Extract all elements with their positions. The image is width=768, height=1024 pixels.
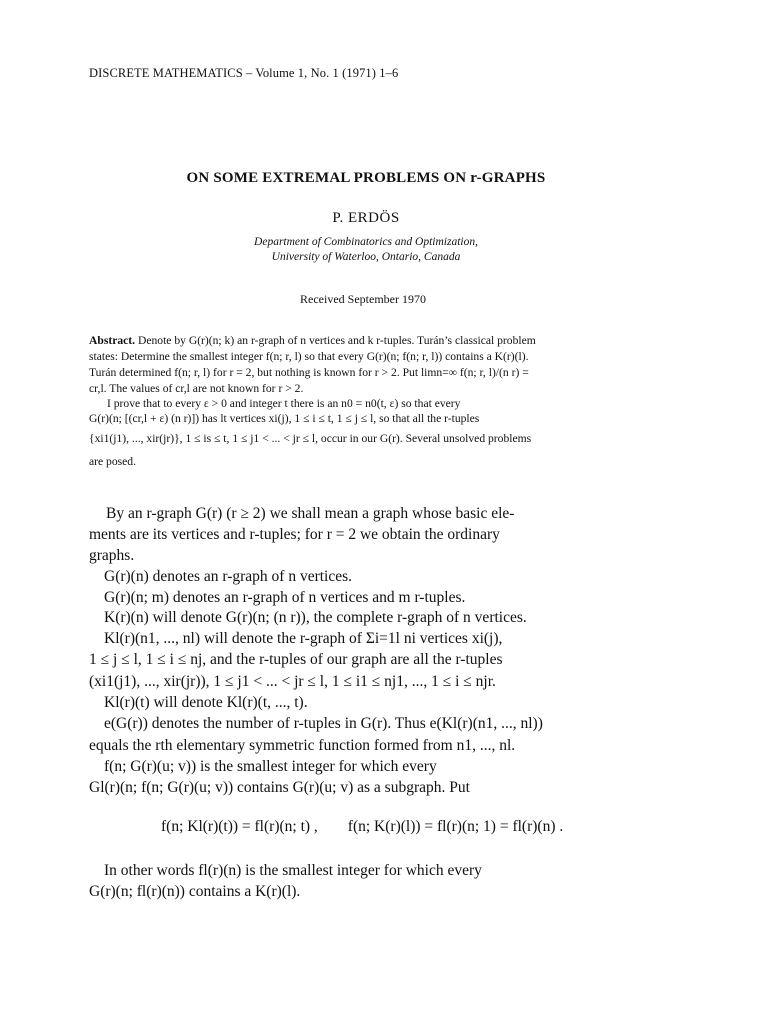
affiliation-line-2: University of Waterloo, Ontario, Canada xyxy=(271,251,461,263)
abstract-line-7: {xi1(j1), ..., xir(jr)}, 1 ≤ is ≤ t, 1 ≤ j1 < ... < jr ≤ l, occur in our G(r). Several unsolved problems xyxy=(89,432,532,445)
abstract-line-2: states: Determine the smallest integer f(n; r, l) so that every G(r)(n; f(n; r, l)) contains a K(r)(l). xyxy=(89,350,529,363)
body-line-11: e(G(r)) denotes the number of r-tuples in G(r). Thus e(Kl(r)(n1, ..., nl)) xyxy=(104,715,543,732)
body-line-3: graphs. xyxy=(89,547,135,564)
abstract-line-6: G(r)(n; [(cr,l + ε) (n r)]) has lt vertices xi(j), 1 ≤ i ≤ t, 1 ≤ j ≤ l, so that all the r-tuples xyxy=(89,412,480,425)
closing-line-2: G(r)(n; fl(r)(n)) contains a K(r)(l). xyxy=(89,883,301,900)
abstract-line-3: Turán determined f(n; r, l) for r = 2, but nothing is known for r > 2. Put limn=∞ f(n; r, l)/(n r) = xyxy=(89,366,529,379)
abstract-line-1 xyxy=(89,334,536,347)
equation-right: f(n; K(r)(l)) = fl(r)(n; 1) = fl(r)(n) . xyxy=(347,818,564,835)
equation-left: f(n; Kl(r)(t)) = fl(r)(n; t) , xyxy=(161,818,318,835)
closing-line-1: In other words fl(r)(n) is the smallest integer for which every xyxy=(104,862,482,879)
abstract-line-8: are posed. xyxy=(89,455,136,468)
body-line-12: equals the rth elementary symmetric function formed from n1, ..., nl. xyxy=(89,737,516,754)
article-title: ON SOME EXTREMAL PROBLEMS ON r-GRAPHS xyxy=(186,170,546,186)
abstract-line-5: I prove that to every ε > 0 and integer t there is an n0 = n0(t, ε) so that every xyxy=(107,397,461,410)
abstract-line-4: cr,l. The values of cr,l are not known for r > 2. xyxy=(89,382,304,395)
body-line-9: (xi1(j1), ..., xir(jr)), 1 ≤ j1 < ... < jr ≤ l, 1 ≤ i1 ≤ nj1, ..., 1 ≤ i ≤ njr. xyxy=(89,673,496,690)
body-line-14: Gl(r)(n; f(n; G(r)(u; v)) contains G(r)(u; v) as a subgraph. Put xyxy=(89,779,470,796)
article-author: P. ERDÖS xyxy=(332,210,400,226)
display-equation xyxy=(161,818,563,836)
body-line-7: Kl(r)(n1, ..., nl) will denote the r-graph of Σi=1l ni vertices xi(j), xyxy=(104,630,503,647)
body-line-13: f(n; G(r)(u; v)) is the smallest integer for which every xyxy=(104,758,437,775)
abstract-text: Denote by G(r)(n; k) an r-graph of n vertices and k r-tuples. Turán’s classical problem xyxy=(137,334,536,347)
body-line-10: Kl(r)(t) will denote Kl(r)(t, ..., t). xyxy=(104,694,308,711)
body-line-6: K(r)(n) will denote G(r)(n; (n r)), the complete r-graph of n vertices. xyxy=(104,609,527,626)
abstract-label: Abstract. xyxy=(89,334,136,347)
journal-header: DISCRETE MATHEMATICS – Volume 1, No. 1 (1971) 1–6 xyxy=(89,66,399,80)
received-date: Received September 1970 xyxy=(300,292,426,306)
body-line-2: ments are its vertices and r-tuples; for r = 2 we obtain the ordinary xyxy=(89,526,500,543)
body-line-8: 1 ≤ j ≤ l, 1 ≤ i ≤ nj, and the r-tuples of our graph are all the r-tuples xyxy=(89,651,503,668)
body-line-5: G(r)(n; m) denotes an r-graph of n vertices and m r-tuples. xyxy=(104,589,466,606)
body-line-4: G(r)(n) denotes an r-graph of n vertices. xyxy=(104,568,353,585)
body-line-1: By an r-graph G(r) (r ≥ 2) we shall mean a graph whose basic ele- xyxy=(106,505,515,522)
affiliation-line-1: Department of Combinatorics and Optimization, xyxy=(254,236,478,248)
